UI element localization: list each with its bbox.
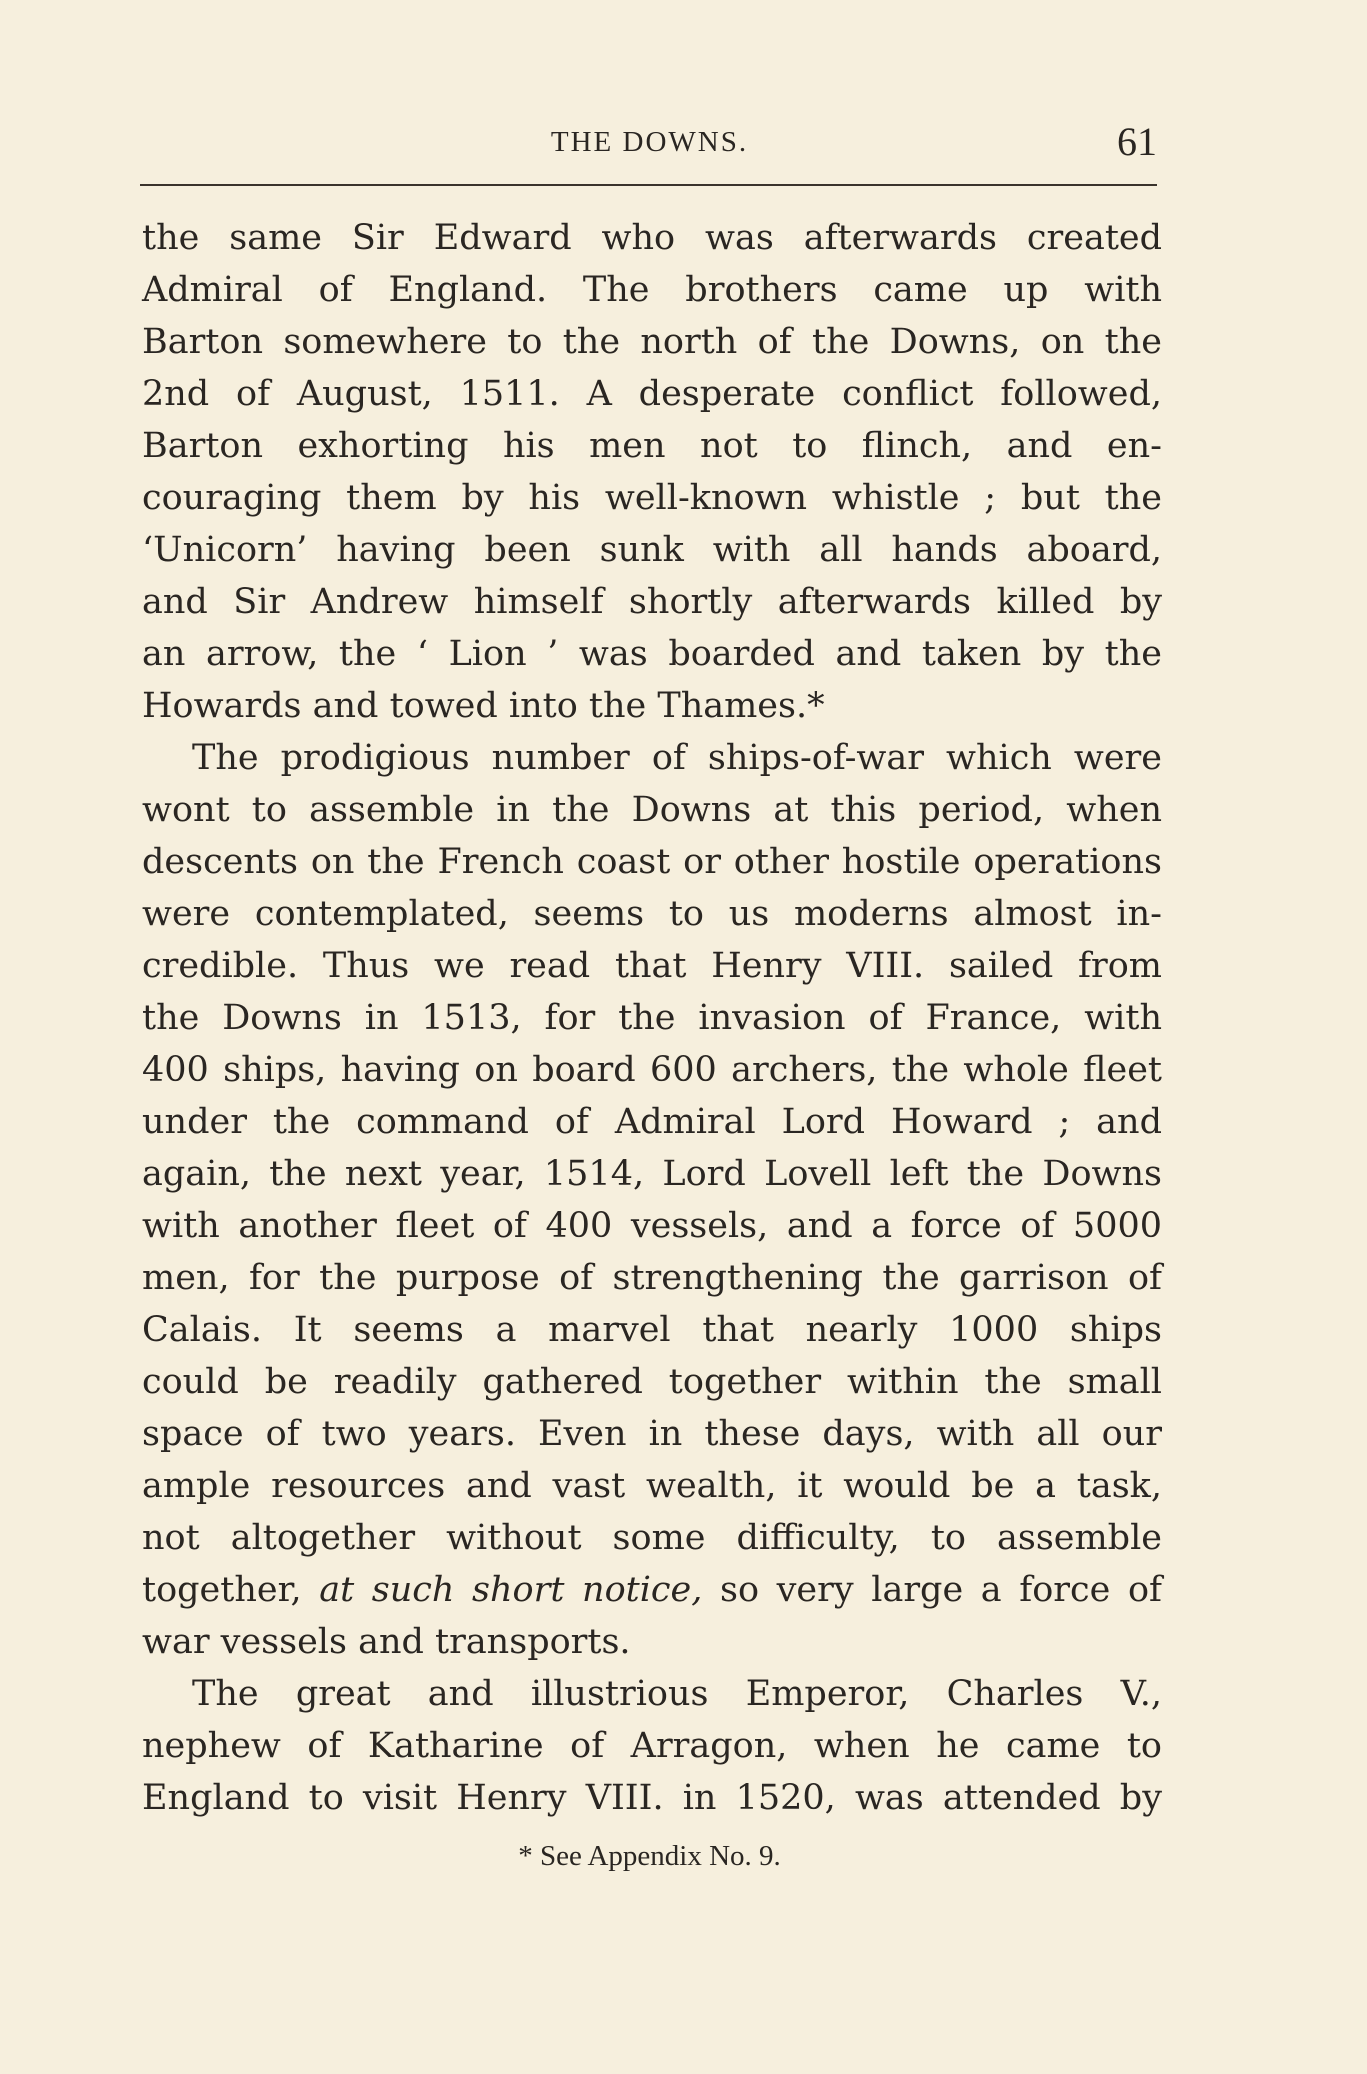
header-rule — [140, 184, 1157, 186]
text-line: 2nd of August, 1511. A desperate conflict followed, — [142, 374, 1162, 414]
text-line: men, for the purpose of strengthening the garrison of — [142, 1258, 1162, 1298]
text-line: couraging them by his well-known whistle ; but the — [142, 478, 1162, 518]
text-line: descents on the French coast or other hostile operations — [142, 842, 1162, 882]
running-head — [142, 118, 1157, 168]
text-line: The great and illustrious Emperor, Charles V., — [192, 1674, 1162, 1714]
text-line: Admiral of England. The brothers came up with — [142, 270, 1162, 310]
text-line: credible. Thus we read that Henry VIII. sailed from — [142, 946, 1162, 986]
text-line: war vessels and transports. — [142, 1622, 631, 1662]
text-line: Calais. It seems a marvel that nearly 1000 ships — [142, 1310, 1162, 1350]
text-line: could be readily gathered together within the small — [142, 1362, 1162, 1402]
running-title: THE DOWNS. — [550, 126, 749, 158]
text-line: England to visit Henry VIII. in 1520, was attended by — [142, 1778, 1162, 1818]
text-run: together, — [142, 1570, 320, 1610]
body-text — [142, 212, 1162, 1824]
text-line: under the command of Admiral Lord Howard ; and — [142, 1102, 1162, 1142]
text-run: so very large a force of — [702, 1570, 1162, 1610]
footnote: * See Appendix No. 9. — [518, 1840, 781, 1872]
text-line: not altogether without some difficulty, to assemble — [142, 1518, 1162, 1558]
text-line-italic-phrase — [142, 1564, 1162, 1616]
text-line: and Sir Andrew himself shortly afterwards killed by — [142, 582, 1162, 622]
text-line: Howards and towed into the Thames.* — [142, 686, 825, 726]
text-line: The prodigious number of ships-of-war which were — [192, 738, 1162, 778]
text-line: nephew of Katharine of Arragon, when he came to — [142, 1726, 1162, 1766]
text-line: the Downs in 1513, for the invasion of France, with — [142, 998, 1162, 1038]
text-line: Barton somewhere to the north of the Downs, on the — [142, 322, 1162, 362]
text-line: ample resources and vast wealth, it would be a task, — [142, 1466, 1162, 1506]
text-line: 400 ships, having on board 600 archers, the whole fleet — [142, 1050, 1162, 1090]
text-line: Barton exhorting his men not to flinch, and en- — [142, 426, 1162, 466]
text-line: an arrow, the ‘ Lion ’ was boarded and taken by the — [142, 634, 1162, 674]
text-line: ‘Unicorn’ having been sunk with all hands aboard, — [142, 530, 1162, 570]
text-line: with another fleet of 400 vessels, and a force of 5000 — [142, 1206, 1162, 1246]
text-line: space of two years. Even in these days, with all our — [142, 1414, 1162, 1454]
text-line: wont to assemble in the Downs at this period, when — [142, 790, 1162, 830]
page-number: 61 — [1117, 119, 1157, 164]
italic-phrase: at such short notice, — [319, 1570, 703, 1610]
text-line: again, the next year, 1514, Lord Lovell left the Downs — [142, 1154, 1162, 1194]
text-line: were contemplated, seems to us moderns almost in- — [142, 894, 1162, 934]
text-line: the same Sir Edward who was afterwards created — [142, 218, 1162, 258]
